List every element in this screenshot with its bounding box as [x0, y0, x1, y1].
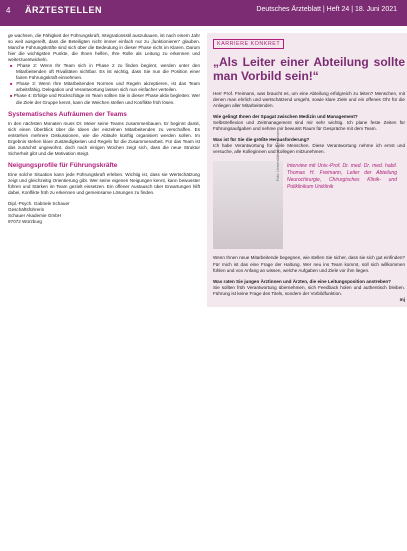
section-text-2: Eine solche Situation kann jede Führungskraft erleben. Wichtig ist, dass sie Wertschätzung zeigt und gleichzeitig Orientierung gibt. Wer seine eigenen Neigungen kennt, kann bewusster führen und Stärken im Team gezielt einsetzen. Ein offener Austausch über Erwartungen hilft dabei, Konflikte früh zu erkennen und gemeinsame Lösungen zu finden.	[8, 171, 200, 196]
answer-5: Sie sollten früh Verantwortung übernehmen, sich Feedback holen und authentisch bleiben. Führung ist keine Frage des Titels, sondern der Vorbildfunktion.	[213, 284, 405, 296]
interview-box	[207, 33, 407, 307]
portrait-photo	[213, 161, 283, 249]
author-block	[8, 201, 200, 225]
portrait-caption: Interview mit Univ.-Prof. Dr. med. Dr. med. habil. Thomas H. Freimann, Leiter der Abteilung Neurochirurgie, Chirurgisches Klinik- und Poliklinikum Uniklinik	[287, 163, 397, 191]
page-number: 4	[6, 6, 11, 15]
author-role: Geschäftsführerin	[8, 207, 45, 213]
answer-4: Wenn Ihnen neue Mitarbeitende begegnen, wie stellen Sie sicher, dass sie sich gut einfinden? Für mich ist das eine Frage der Haltung. Wer neu ins Team kommt, soll sich willkommen fühlen und von Anfang an wissen, welche Aufgaben und Ziele vor ihm liegen.	[213, 255, 405, 273]
left-column	[8, 33, 200, 225]
answer-1: Herr Prof. Freimann, was braucht es, um eine Abteilung erfolgreich zu leiten? Menschen, mit denen man ehrlich und wertschätzend umgeht, sowie klare Ziele und ein offenes Ohr für die Anliegen aller Mitarbeitenden.	[213, 91, 405, 109]
question-2: Was ist für Sie die größte Herausforderung?	[213, 137, 310, 143]
question-3: Was raten Sie jungen Ärztinnen und Ärzten, die eine Leitungsposition anstreben?	[213, 278, 391, 284]
author-city: 97072 Würzburg	[8, 219, 42, 225]
interview-headline: „Als Leiter einer Abteilung sollte man Vorbild sein!“	[213, 55, 405, 84]
section-label: KARRIERE KONKRET	[213, 39, 284, 49]
issue-info: Deutsches Ärzteblatt | Heft 24 | 18. Juni 2021	[256, 6, 397, 13]
author-company: Schauer Akademie GmbH	[8, 213, 62, 219]
intro-paragraph: ge wachsen, die Fähigkeit der Führungskraft, Integrationsstil auszubauen, ist nach einem Jahr so weit ausgereift, dass die Beteiligten nicht immer einfach nur zu „funktionieren“ glauben. Manche Führungskräfte sind sich über die Bedeutung in dieser Phase nicht im Klaren. Darum hier die wichtigsten Punkte, die Ihnen helfen, Ihre Rolle als Leitung zu erkennen und weiterzuentwickeln.	[8, 33, 200, 63]
author-initials: mj	[399, 296, 405, 302]
page-header	[0, 0, 407, 26]
photo-credit: Foto: Universitätsklinik Freimann	[276, 129, 280, 182]
magazine-logo: ÄRZTESTELLEN	[25, 5, 102, 15]
author-name: Dipl.-Psych. Gabriele Schauer	[8, 201, 70, 207]
section-title-1: Systematisches Aufräumen der Teams	[8, 110, 127, 118]
question-1: Wie gelingt Ihnen der Spagat zwischen Medizin und Management?	[213, 114, 358, 120]
bullet-phase-2: ■ Phase 2: Wenn Ihr Team sich in Phase 2 zu finden beginnt, werden unter den Mitarbeitenden oft Rivalitäten sichtbar. Es ist wichtig, dass Sie nun die Position einer fairen Führungskraft einnehmen.	[16, 63, 200, 81]
section-text-1: In den nächsten Monaten muss Dr. Meier seine Teams zusammenbauen. Er beginnt damit, sich einen Überblick über die Ideen der einzelnen Mitarbeitenden zu verschaffen. Es entstehen mehrere Diskussionen, wie die Abläufe künftig organisiert werden sollen. Im Ergebnis stehen klare Zuständigkeiten und Regeln für die Zusammenarbeit. Für das Team ist das zunächst ungewohnt, doch nach einigen Wochen zeigt sich, dass die neue Struktur Sicherheit gibt und die Motivation steigt.	[8, 120, 200, 156]
answer-3: Ich habe Verantwortung für viele Menschen. Diese Verantwortung nehme ich ernst und versuche, alle Kolleginnen und Kollegen mitzunehmen.	[213, 143, 405, 155]
bullet-phase-4: ■ Phase 4: Erfolge und Rückschläge im Team sollten Sie in dieser Phase aktiv begleiten. Wer die Ziele der Gruppe kennt, kann die Weichen stellen und Konflikte früh lösen.	[16, 93, 200, 105]
answer-2: Selbstreflexion und Zeitmanagement sind mir sehr wichtig. Ich plane feste Zeiten für Führungsaufgaben und nehme mir bewusst Raum für Gespräche mit dem Team.	[213, 120, 405, 132]
bullet-phase-3: ■ Phase 3: Wenn Ihre Mitarbeitenden Normen und Regeln akzeptieren, ist das Team arbeitsfähig. Delegation und Verantwortung lassen sich nun einfacher verteilen.	[16, 81, 200, 93]
section-title-2: Neigungsprofile für Führungskräfte	[8, 161, 118, 169]
